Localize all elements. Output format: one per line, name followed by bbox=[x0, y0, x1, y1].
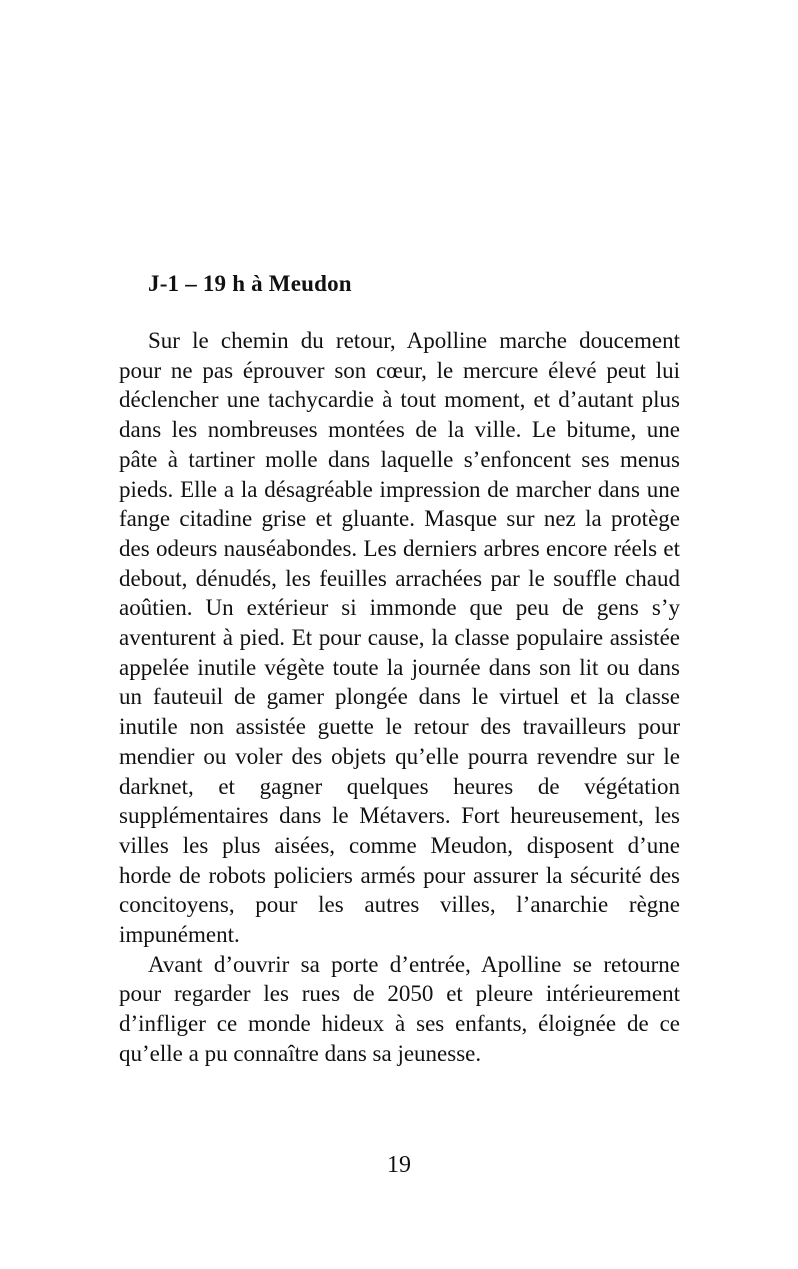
chapter-body bbox=[119, 326, 680, 1069]
page-number: 19 bbox=[387, 1152, 411, 1178]
chapter-title: J-1 – 19 h à Meudon bbox=[148, 271, 352, 296]
paragraph-1: Sur le chemin du retour, Apolline marche doucement pour ne pas éprouver son cœur, le mercure élevé peut lui déclencher une tachycardie à tout moment, et d’autant plus dans les nombreuses montées de la ville. Le bitume, une pâte à tartiner molle dans laquelle s’enfoncent ses menus pieds. Elle a la désagréable impression de marcher dans une fange citadine grise et gluante. Masque sur nez la protège des odeurs nauséabondes. Les derniers arbres encore réels et debout, dénudés, les feuilles arrachées par le souffle chaud aoûtien. Un extérieur si immonde que peu de gens s’y aventurent à pied. Et pour cause, la classe populaire assistée appelée inutile végète toute la journée dans son lit ou dans un fauteuil de gamer plongée dans le virtuel et la classe inutile non assistée guette le retour des travailleurs pour mendier ou voler des objets qu’elle pourra revendre sur le darknet, et gagner quelques heures de végétation supplémentaires dans le Métavers. Fort heureusement, les villes les plus aisées, comme Meudon, disposent d’une horde de robots policiers armés pour assurer la sécurité des concitoyens, pour les autres villes, l’anarchie règne impunément. bbox=[119, 328, 680, 948]
paragraph-2: Avant d’ouvrir sa porte d’entrée, Apolline se retourne pour regarder les rues de 2050 et pleure intérieurement d’infliger ce monde hideux à ses enfants, éloignée de ce qu’elle a pu connaître dans sa jeunesse. bbox=[119, 951, 680, 1066]
